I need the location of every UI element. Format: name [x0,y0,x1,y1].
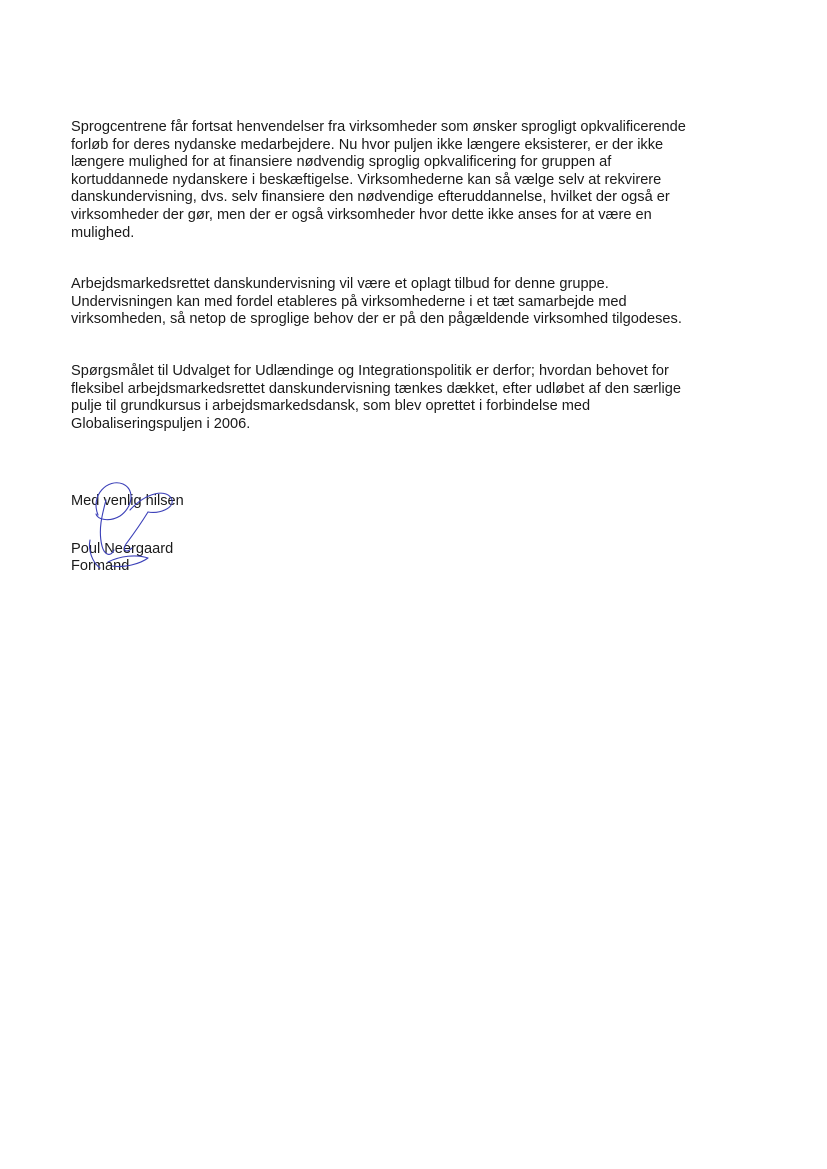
letter-body [71,119,731,467]
closing-greeting: Med venlig hilsen [71,493,184,509]
paragraph-1: Sprogcentrene får fortsat henvendelser fra virksomheder som ønsker sprogligt opkvalificerende forløb for deres nydanske medarbejdere. Nu hvor puljen ikke længere eksisterer, er der ikke længere mulighed for at finansiere nødvendig sproglig opkvalificering for gruppen af kortuddannede nydanskere i beskæftigelse. Virksomhederne kan så vælge selv at rekvirere danskundervisning, dvs. selv finansiere den nødvendige efteruddannelse, hvilket der også er virksomheder der gør, men der er også virksomheder hvor dette ikke anses for at være en mulighed. [71,119,686,241]
paragraph-3: Spørgsmålet til Udvalget for Udlændinge og Integrationspolitik er derfor; hvordan behovet for fleksibel arbejdsmarkedsrettet danskundervisning tænkes dækket, efter udløbet af den særlige pulje til grundkursus i arbejdsmarkedsdansk, som blev oprettet i forbindelse med Globaliseringspuljen i 2006. [71,362,682,432]
signer-name: Poul Neergaard [71,540,174,557]
signer-title: Formand [71,558,130,575]
paragraph-2: Arbejdsmarkedsrettet danskundervisning vil være et oplagt tilbud for denne gruppe. Undervisningen kan med fordel etableres på virksomhederne i et tæt samarbejde med virksomheden, så netop de sproglige behov der er på den pågældende virksomhed tilgodeses. [71,276,682,328]
letter-closing [71,493,371,576]
